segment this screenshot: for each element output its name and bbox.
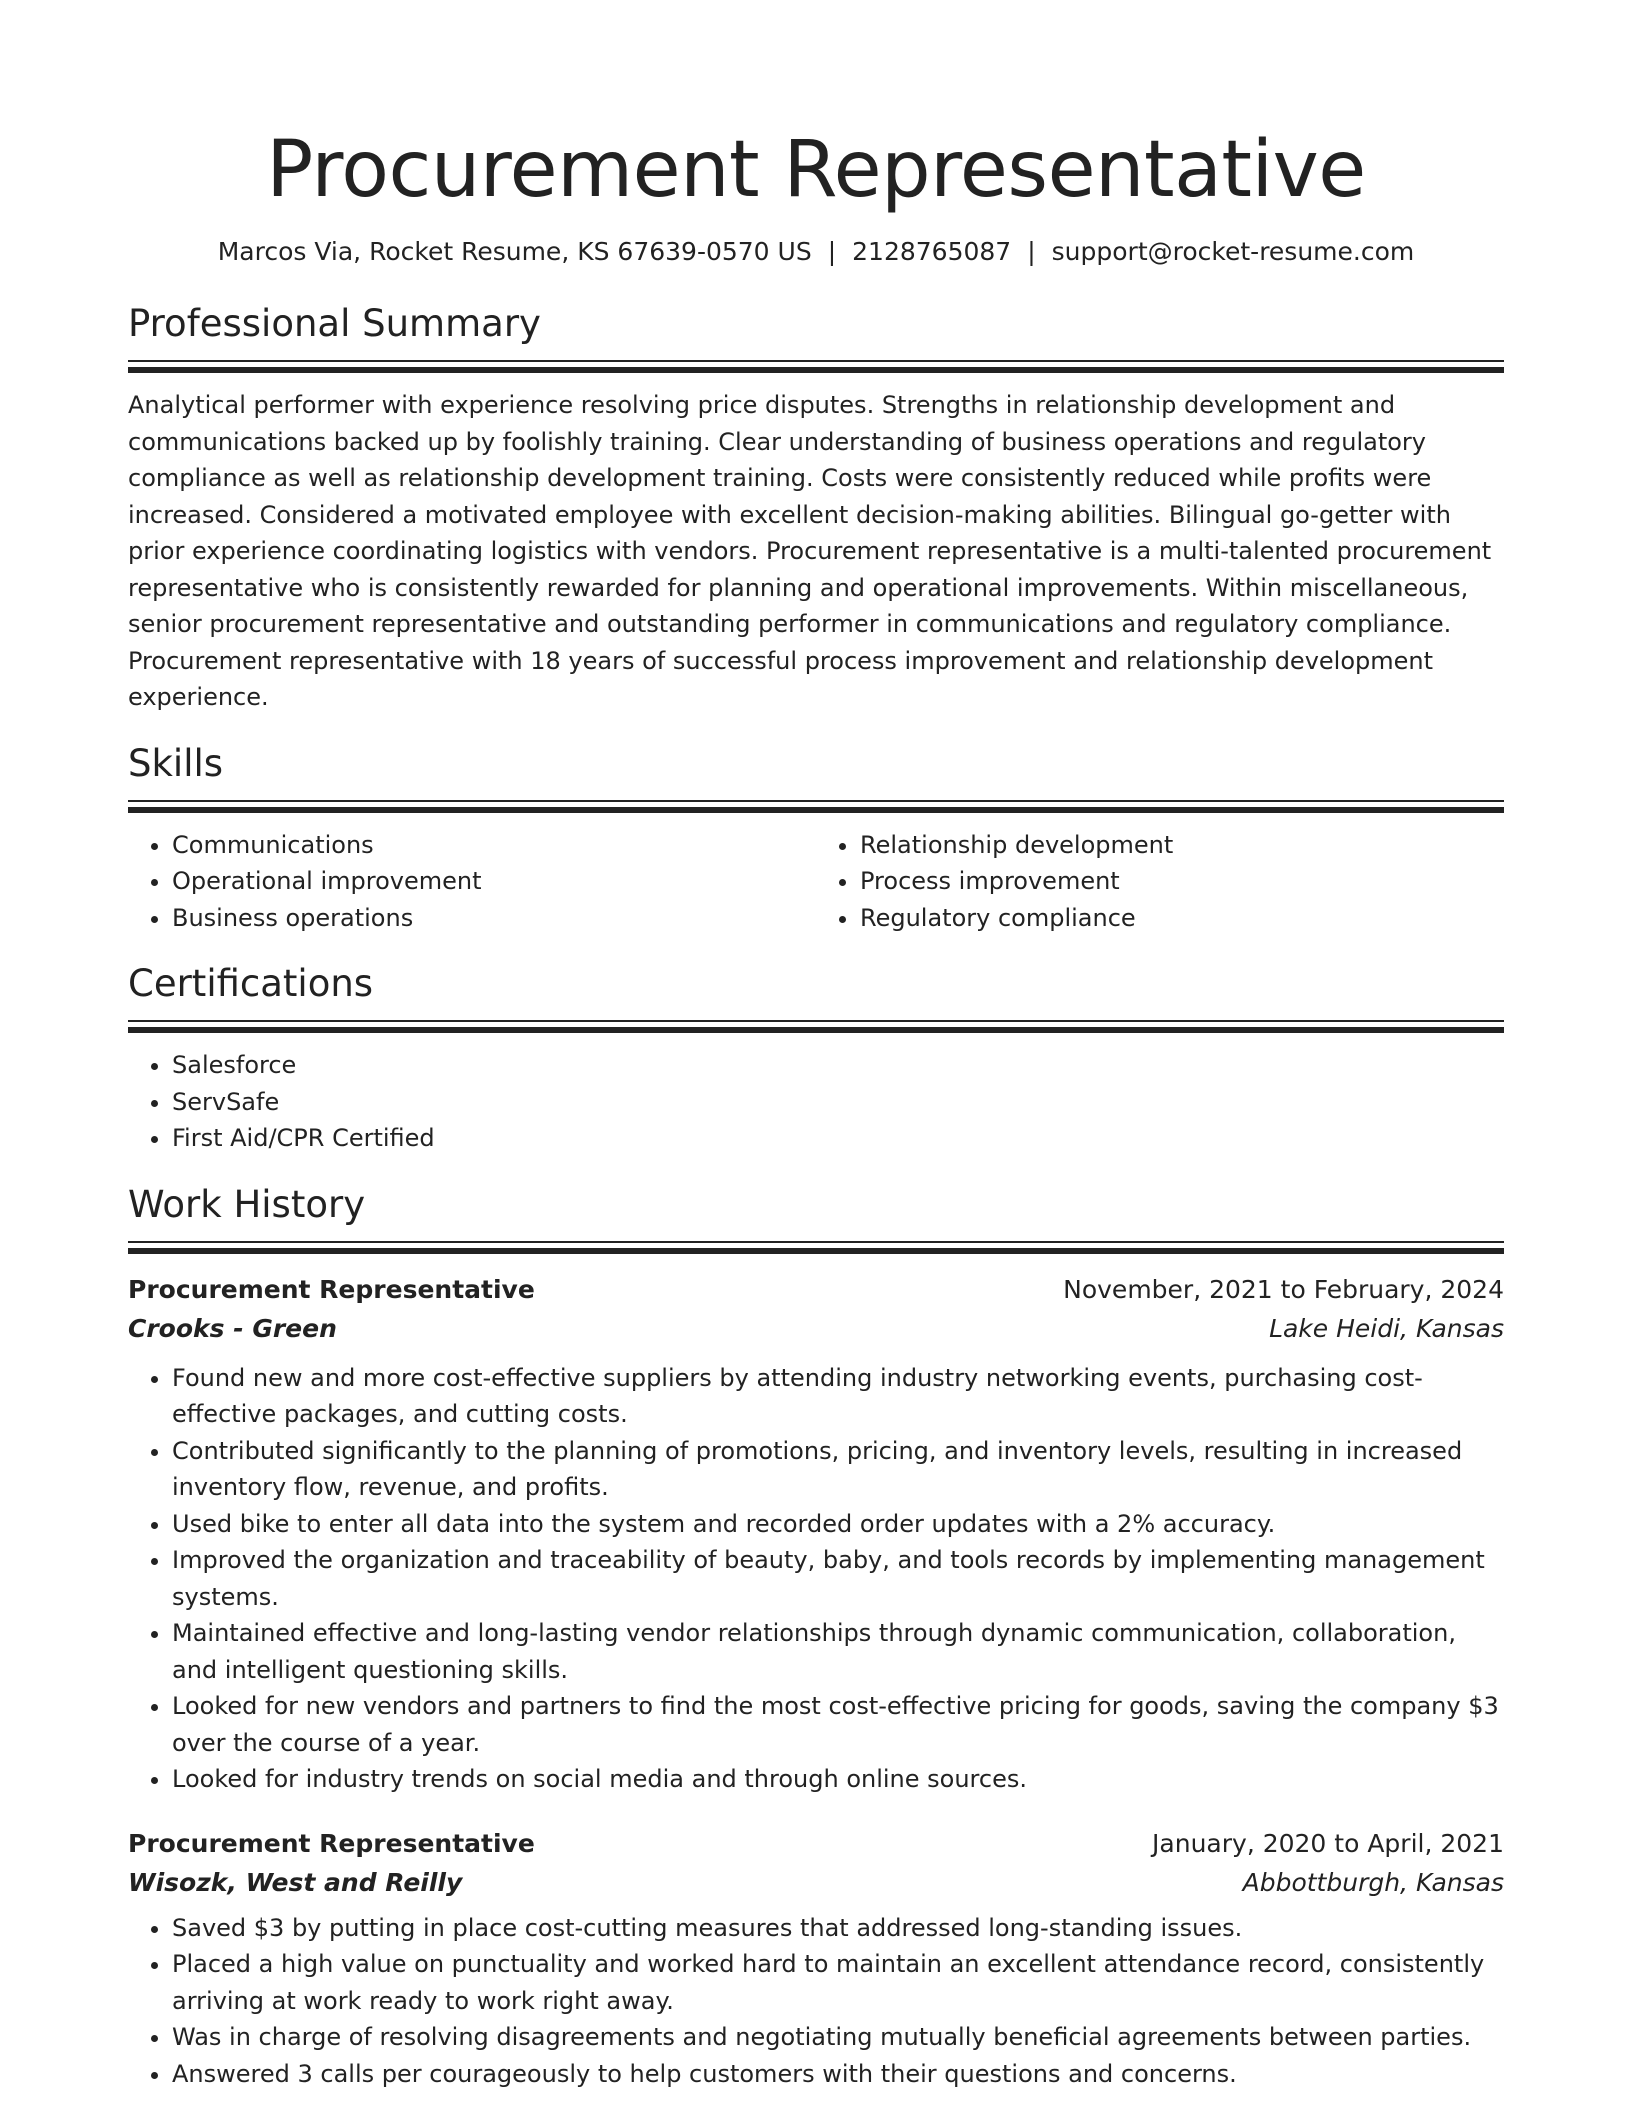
- contact-separator: |: [827, 237, 837, 266]
- section-divider: [128, 1020, 1504, 1022]
- certification-item: • First Aid/CPR Certified: [172, 1120, 1504, 1157]
- certifications-list: [128, 1047, 1504, 1157]
- section-divider: [128, 1241, 1504, 1243]
- job-location: Lake Heidi, Kansas: [1269, 1313, 1504, 1343]
- work-history-section: [128, 1181, 1504, 2093]
- certification-item: • ServSafe: [172, 1084, 1504, 1121]
- skills-list-left: [128, 827, 816, 937]
- job-duty-item: • Contributed significantly to the planning of promotions, pricing, and inventory levels, resulting in increased inventory flow, revenue, and profits.: [172, 1433, 1504, 1506]
- skills-heading: Skills: [128, 741, 224, 785]
- job-title: Procurement Representative: [128, 1274, 535, 1304]
- job-company: Wisozk, West and Reilly: [128, 1867, 463, 1897]
- job-duty-item: • Placed a high value on punctuality and worked hard to maintain an excellent attendance record, consistently arriving at work ready to work right away.: [172, 1946, 1504, 2019]
- job-duty-item: • Saved $3 by putting in place cost-cutting measures that addressed long-standing issues.: [172, 1910, 1504, 1947]
- certification-item: • Salesforce: [172, 1047, 1504, 1084]
- contact-address: Marcos Via, Rocket Resume, KS 67639-0570 US: [217, 237, 812, 266]
- summary-section: [128, 300, 1504, 716]
- job-dates: January, 2020 to April, 2021: [1152, 1828, 1504, 1858]
- skill-item: • Business operations: [172, 900, 816, 937]
- job-duty-item: • Maintained effective and long-lasting vendor relationships through dynamic communication, collaboration, and intelligent questioning skills.: [172, 1615, 1504, 1688]
- skill-item: • Communications: [172, 827, 816, 864]
- resume-title: Procurement Representative: [266, 125, 1366, 215]
- job-entry: [128, 1270, 1504, 1798]
- job-duty-item: • Answered 3 calls per courageously to help customers with their questions and concerns.: [172, 2056, 1504, 2093]
- contact-separator: |: [1027, 237, 1036, 266]
- job-duty-item: • Improved the organization and traceability of beauty, baby, and tools records by implementing management systems.: [172, 1542, 1504, 1615]
- work-history-heading: Work History: [128, 1182, 366, 1226]
- job-header-row: [128, 1270, 1504, 1309]
- job-title: Procurement Representative: [128, 1828, 535, 1858]
- job-duty-item: • Found new and more cost-effective suppliers by attending industry networking events, purchasing cost-effective packages, and cutting costs.: [172, 1360, 1504, 1433]
- job-duty-item: • Looked for new vendors and partners to find the most cost-effective pricing for goods, saving the company $3 over the course of a year.: [172, 1688, 1504, 1761]
- section-divider: [128, 360, 1504, 362]
- contact-email: support@rocket-resume.com: [1051, 237, 1415, 266]
- job-duties-list: [128, 1360, 1504, 1798]
- skills-list-right: [816, 827, 1504, 937]
- job-duty-item: • Looked for industry trends on social media and through online sources.: [172, 1761, 1504, 1798]
- job-subheader-row: [128, 1863, 1504, 1902]
- skills-section: [128, 740, 1504, 937]
- skill-item: • Relationship development: [860, 827, 1504, 864]
- summary-text: Analytical performer with experience resolving price disputes. Strengths in relationship development and communications backed up by foolishly training. Clear understanding of business operations and regulatory compliance as well as relationship development training. Costs were consistently reduced while profits were increased. Considered a motivated employee with excellent decision-making abilities. Bilingual go-getter with prior experience coordinating logistics with vendors. Procurement representative is a multi-talented procurement representative who is consistently rewarded for planning and operational improvements. Within miscellaneous, senior procurement representative and outstanding performer in communications and regulatory compliance. Procurement representative with 18 years of successful process improvement and relationship development experience.: [128, 391, 1492, 711]
- job-subheader-row: [128, 1309, 1504, 1348]
- job-header-row: [128, 1824, 1504, 1863]
- job-duty-item: • Used bike to enter all data into the system and recorded order updates with a 2% accuracy.: [172, 1506, 1504, 1543]
- job-dates: November, 2021 to February, 2024: [1063, 1274, 1504, 1304]
- contact-line: [128, 234, 1504, 270]
- contact-phone: 2128765087: [852, 237, 1012, 266]
- section-divider: [128, 807, 1504, 813]
- certifications-heading: Certifications: [128, 962, 374, 1005]
- section-divider: [128, 1027, 1504, 1033]
- summary-heading: Professional Summary: [128, 302, 541, 345]
- section-divider: [128, 367, 1504, 373]
- section-divider: [128, 1248, 1504, 1254]
- skill-item: • Process improvement: [860, 863, 1504, 900]
- job-entry: [128, 1824, 1504, 2093]
- job-duty-item: • Was in charge of resolving disagreements and negotiating mutually beneficial agreements between parties.: [172, 2019, 1504, 2056]
- skill-item: • Regulatory compliance: [860, 900, 1504, 937]
- skill-item: • Operational improvement: [172, 863, 816, 900]
- job-duties-list: [128, 1910, 1504, 2093]
- section-divider: [128, 800, 1504, 802]
- certifications-section: [128, 960, 1504, 1157]
- skills-grid: [128, 827, 1504, 937]
- job-location: Abbottburgh, Kansas: [1242, 1867, 1504, 1897]
- job-company: Crooks - Green: [128, 1313, 337, 1343]
